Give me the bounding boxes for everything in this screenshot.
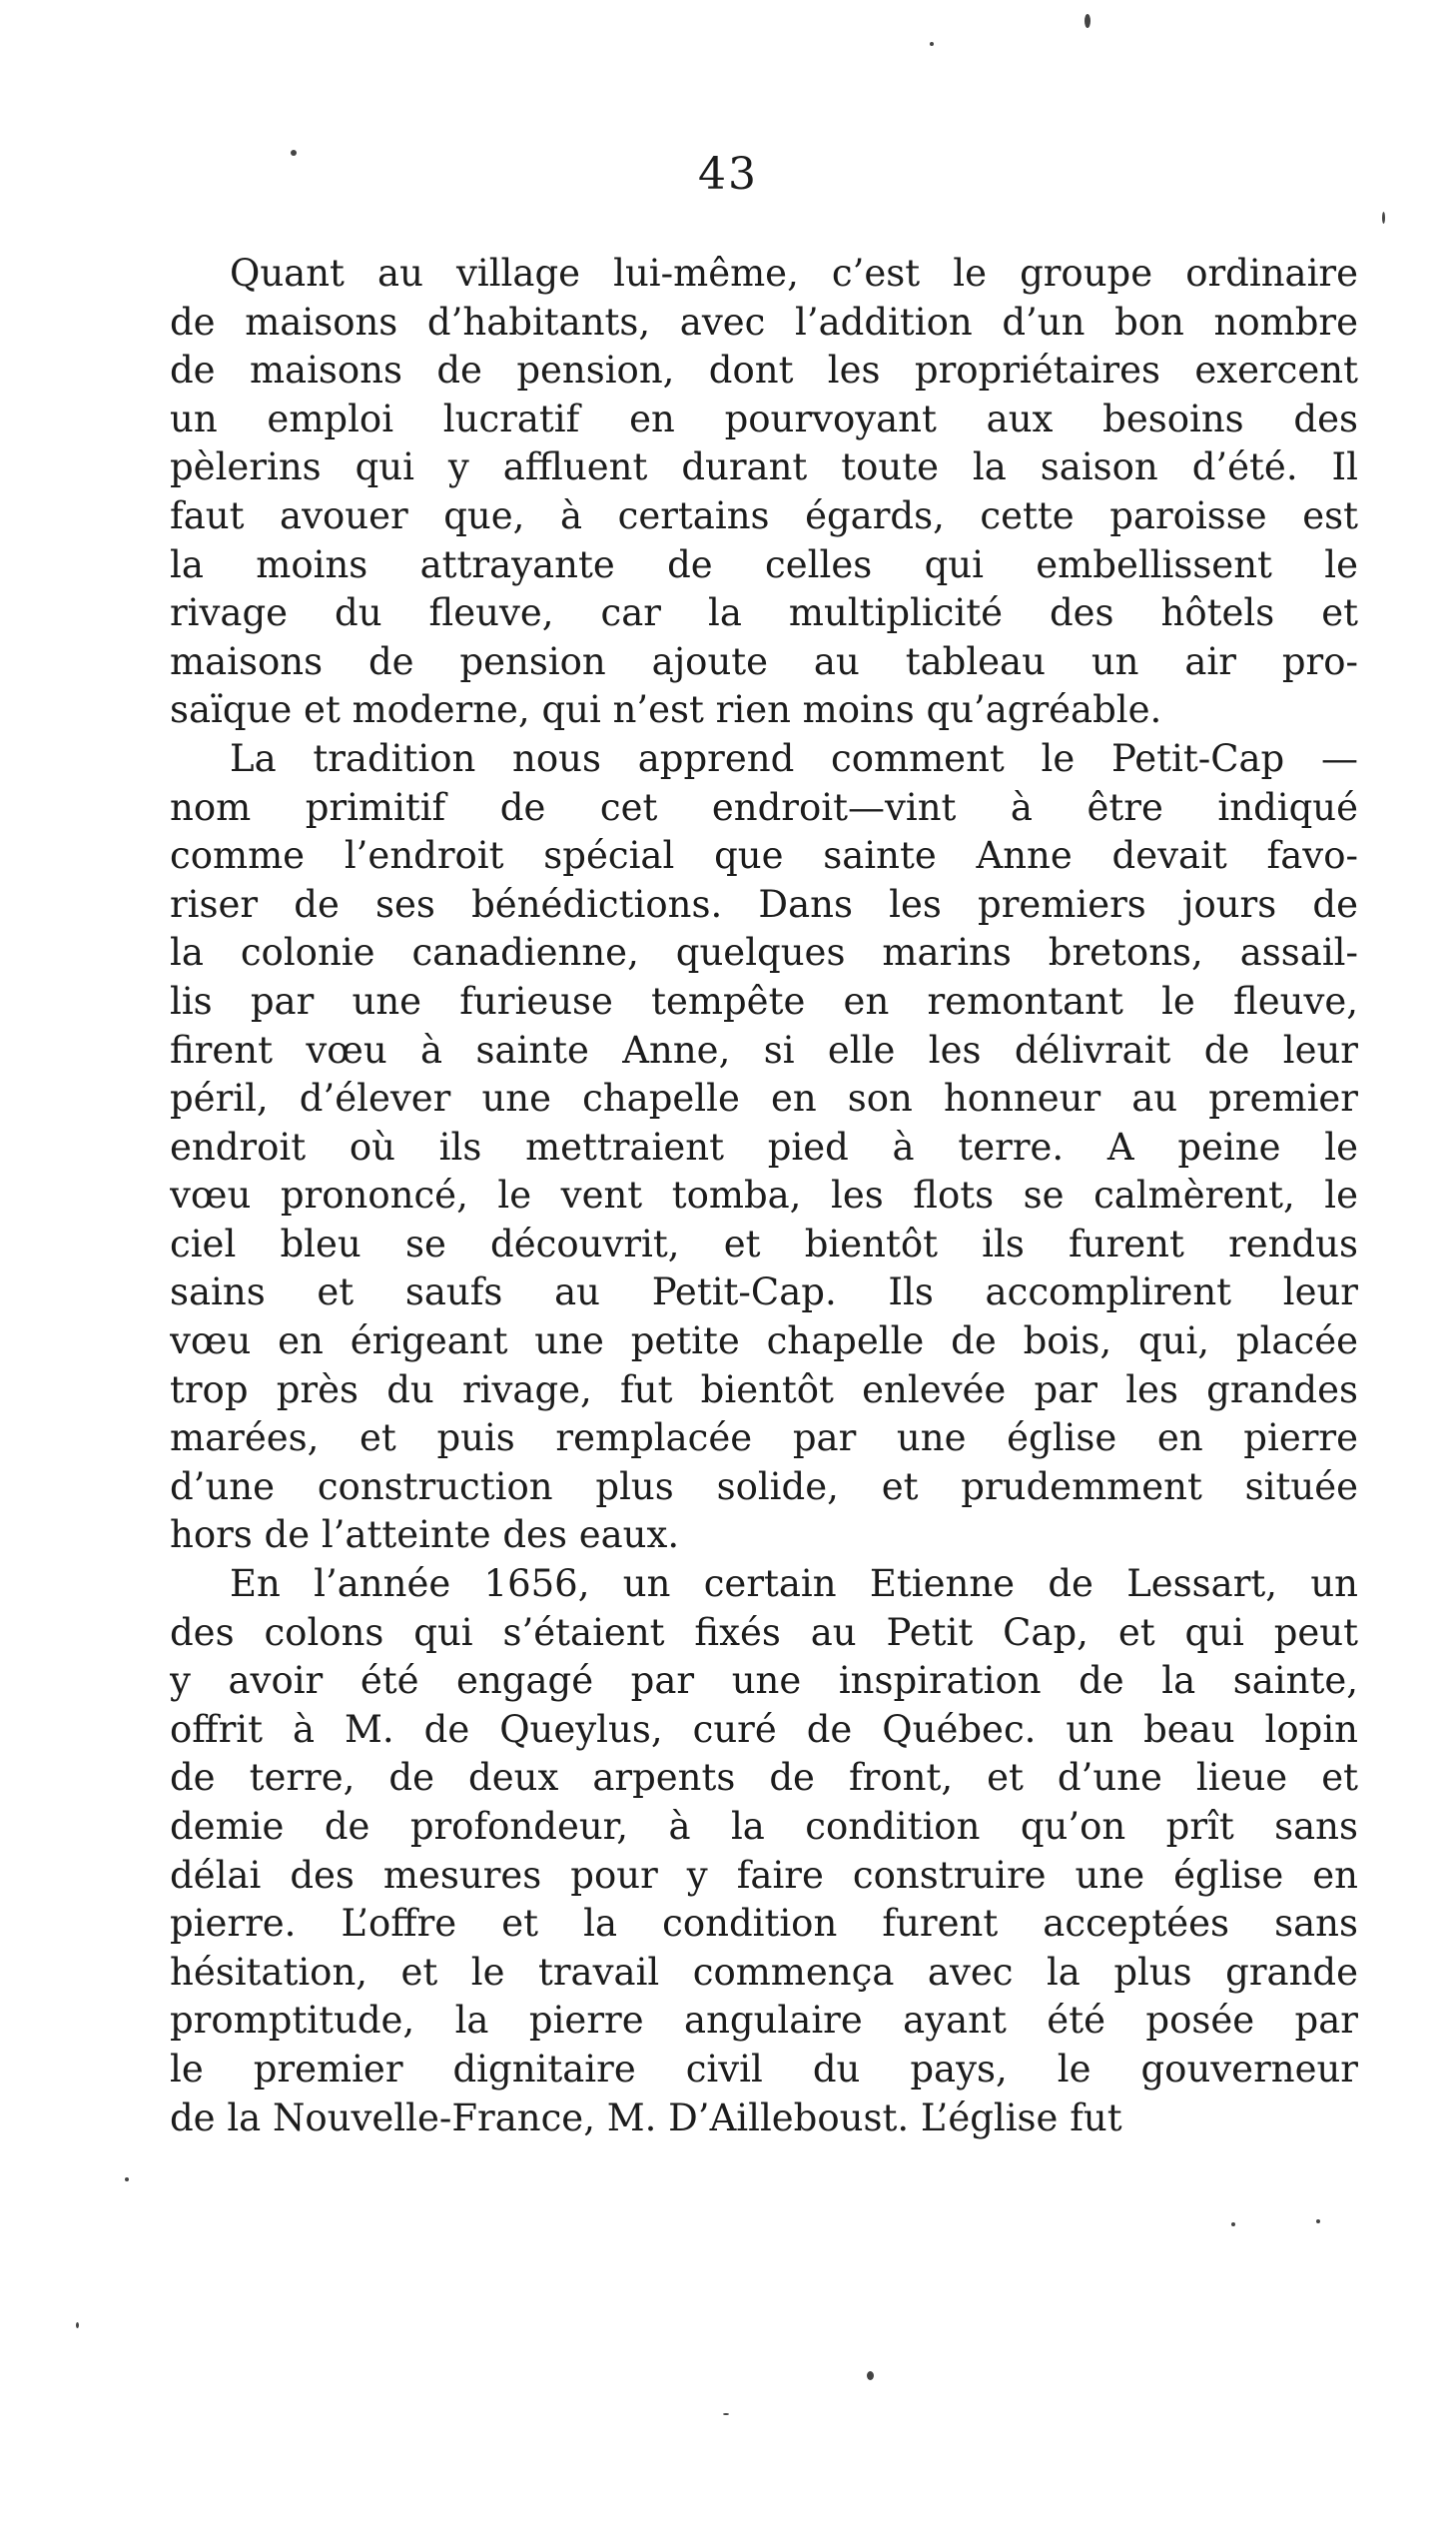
- text-line: Quant au village lui-même, c’est le groupe ordinaire: [230, 252, 1358, 295]
- text-line: firent vœu à sainte Anne, si elle les délivrait de leur: [170, 1028, 1358, 1072]
- text-line: En l’année 1656, un certain Etienne de Lessart, un: [230, 1562, 1358, 1606]
- scan-speck: [723, 2413, 729, 2415]
- text-line: sains et saufs au Petit-Cap. Ils accomplirent leur: [170, 1270, 1358, 1314]
- text-line: de maisons d’habitants, avec l’addition d’un bon nombre: [170, 300, 1358, 344]
- body-text: [170, 250, 1358, 2142]
- text-line: endroit où ils mettraient pied à terre. A peine le: [170, 1125, 1358, 1169]
- text-line: marées, et puis remplacée par une église en pierre: [170, 1416, 1358, 1460]
- text-line: La tradition nous apprend comment le Petit-Cap —: [230, 736, 1358, 780]
- text-line: rivage du fleuve, car la multiplicité des hôtels et: [170, 591, 1358, 635]
- text-line: hors de l’atteinte des eaux.: [170, 1513, 680, 1557]
- text-line: péril, d’élever une chapelle en son honneur au premier: [170, 1077, 1358, 1121]
- text-line: saïque et moderne, qui n’est rien moins qu’agréable.: [170, 688, 1162, 732]
- text-line: demie de profondeur, à la condition qu’on prît sans: [170, 1805, 1358, 1848]
- text-line: maisons de pension ajoute au tableau un air pro-: [170, 639, 1358, 683]
- text-line: délai des mesures pour y faire construire une église en: [170, 1853, 1358, 1897]
- text-line: trop près du rivage, fut bientôt enlevée par les grandes: [170, 1367, 1358, 1411]
- text-line: de terre, de deux arpents de front, et d’une lieue et: [170, 1756, 1358, 1800]
- text-line: la colonie canadienne, quelques marins bretons, assail-: [170, 931, 1358, 975]
- scan-speck: [1231, 2222, 1235, 2226]
- text-line: d’une construction plus solide, et prudemment située: [170, 1464, 1358, 1508]
- text-line: promptitude, la pierre angulaire ayant été posée par: [170, 1999, 1358, 2043]
- paragraph: [170, 250, 1358, 735]
- scan-speck: [1085, 14, 1091, 28]
- text-line: nom primitif de cet endroit—vint à être indiqué: [170, 785, 1358, 829]
- paragraph: [170, 735, 1358, 1560]
- text-line: pierre. L’offre et la condition furent acceptées sans: [170, 1902, 1358, 1946]
- text-line: hésitation, et le travail commença avec la plus grande: [170, 1950, 1358, 1994]
- text-line: faut avouer que, à certains égards, cette paroisse est: [170, 493, 1358, 537]
- scan-speck: [125, 2177, 129, 2181]
- text-line: pèlerins qui y affluent durant toute la saison d’été. Il: [170, 445, 1358, 489]
- scan-speck: [930, 42, 934, 46]
- text-line: la moins attrayante de celles qui embellissent le: [170, 542, 1358, 586]
- text-line: de maisons de pension, dont les propriétaires exercent: [170, 349, 1358, 393]
- text-line: vœu en érigeant une petite chapelle de bois, qui, placée: [170, 1319, 1358, 1363]
- scan-speck: [76, 2322, 79, 2328]
- text-line: vœu prononcé, le vent tomba, les flots se calmèrent, le: [170, 1174, 1358, 1218]
- text-line: lis par une furieuse tempête en remontant le fleuve,: [170, 979, 1358, 1023]
- text-line: le premier dignitaire civil du pays, le gouverneur: [170, 2047, 1358, 2091]
- text-line: de la Nouvelle-France, M. D’Ailleboust. L’église fut: [170, 2096, 1122, 2139]
- scan-speck: [291, 150, 297, 156]
- text-line: offrit à M. de Queylus, curé de Québec. un beau lopin: [170, 1707, 1358, 1751]
- scan-speck: [1382, 212, 1385, 224]
- scan-speck: [867, 2371, 874, 2380]
- text-line: comme l’endroit spécial que sainte Anne devait favo-: [170, 834, 1358, 878]
- text-line: un emploi lucratif en pourvoyant aux besoins des: [170, 397, 1358, 440]
- text-line: ciel bleu se découvrit, et bientôt ils furent rendus: [170, 1222, 1358, 1265]
- page-number: 43: [698, 149, 758, 200]
- text-line: riser de ses bénédictions. Dans les premiers jours de: [170, 882, 1358, 926]
- text-line: des colons qui s’étaient fixés au Petit Cap, et qui peut: [170, 1610, 1358, 1654]
- text-line: y avoir été engagé par une inspiration de la sainte,: [170, 1659, 1358, 1703]
- scan-speck: [1316, 2219, 1320, 2223]
- paragraph: [170, 1560, 1358, 2142]
